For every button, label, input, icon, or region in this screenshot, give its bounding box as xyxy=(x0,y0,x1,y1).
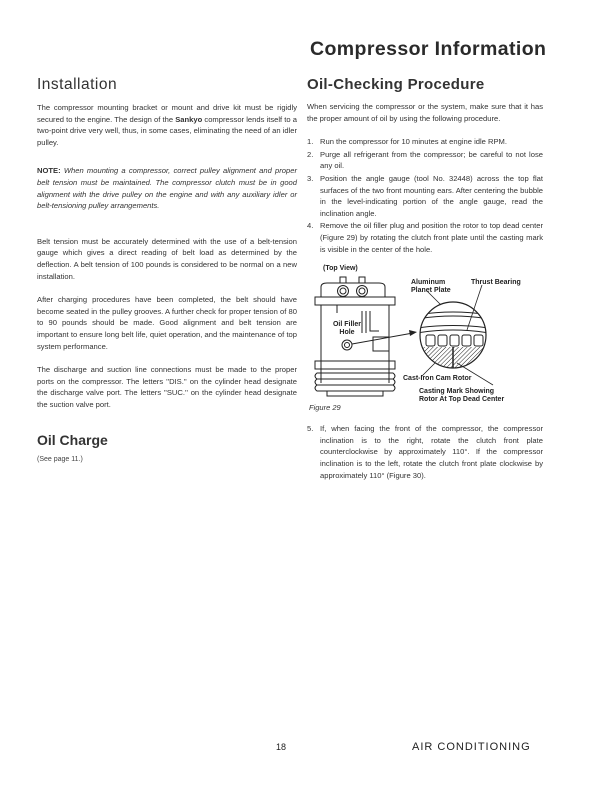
procedure-steps xyxy=(307,136,543,255)
page-title: Compressor Information xyxy=(310,38,547,60)
oil-filler-label-line2: Hole xyxy=(339,329,355,337)
figure-caption: Figure 29 xyxy=(309,403,341,413)
procedure-step xyxy=(307,173,543,219)
procedure-step xyxy=(307,423,543,481)
top-view-label: (Top View) xyxy=(323,265,358,273)
casting-mark-label-line2: Rotor At Top Dead Center xyxy=(419,396,505,404)
aluminum-label-line1: Aluminum xyxy=(411,279,446,287)
belt-tension-paragraph: Belt tension must be accurately determined with the use of a belt-tension gauge which gives a direct reading of belt load as determined by the deflection. A belt tension of 100 pounds is considered to be normal on a new installation. xyxy=(37,236,297,281)
note-text: When mounting a compressor, correct pulley alignment and proper belt tension must be maintained. The compressor clutch must be in good alignment with the drive pulley on the engine and with any auxiliary idler or belt-tensioning pulley arrangements. xyxy=(37,166,297,211)
thrust-bearing-label: Thrust Bearing xyxy=(471,279,521,287)
left-column xyxy=(37,76,297,463)
page-number: 18 xyxy=(276,742,287,752)
step-number: 1. xyxy=(307,137,314,147)
step-text: If, when facing the front of the compressor, the compressor inclination is to the right, rotate the clutch front plate counterclockwise by approximately 110°. If the compressor inclination is to the left, rotate the clutch front plate clockwise by approximately 110° (Figure 30). xyxy=(320,424,543,480)
brand-name: Sankyo xyxy=(175,114,203,124)
installation-heading: Installation xyxy=(37,76,118,93)
see-page-reference: (See page 11.) xyxy=(37,456,83,464)
aluminum-planet-plate-label xyxy=(411,279,451,295)
step-text: Purge all refrigerant from the compressor; be careful to not lose any oil. xyxy=(320,149,543,171)
step-text: Run the compressor for 10 minutes at engine idle RPM. xyxy=(320,137,507,147)
step-number: 5. xyxy=(307,424,314,434)
oil-filler-hole-label xyxy=(332,321,362,337)
aluminum-label-line2: Planet Plate xyxy=(411,287,451,295)
installation-note xyxy=(37,165,297,211)
casting-mark-label-line1: Casting Mark Showing xyxy=(419,388,495,396)
installation-paragraph-1 xyxy=(37,102,297,148)
right-column xyxy=(307,76,543,482)
discharge-suction-paragraph: The discharge and suction line connections must be made to the proper ports on the compressor. The letters ''DIS.'' on the cylinder head designate the discharge valve port. The letters ''SUC.'' on the cylinder head designate the suction valve port. xyxy=(37,365,297,409)
casting-mark-label xyxy=(419,388,504,404)
cam-rotor-label: Cast-Iron Cam Rotor xyxy=(403,375,472,383)
note-label: NOTE: xyxy=(37,166,61,176)
para1-text-after: compressor lends itself to a two-point drive very well, thus, in some cases, eliminating the need of an idler pulley. xyxy=(37,114,298,147)
after-charging-paragraph: After charging procedures have been completed, the belt should have become seated in the pulley grooves. A further check for proper tension of 80 to 90 pounds should be made. Good alignment and belt tension are important to ensure long belt life, quiet operation, and the maintenance of top system performance. xyxy=(37,295,297,351)
oil-checking-intro: When servicing the compressor or the system, make sure that it has the proper amount of oil by using the following procedure. xyxy=(307,102,543,123)
procedure-steps-continued xyxy=(307,423,543,481)
section-title: AIR CONDITIONING xyxy=(412,741,531,753)
step-text: Position the angle gauge (tool No. 32448) across the top flat surfaces of the two front mounting ears. After centering the bubble in the level-indicating portion of the angle gauge, read the inclination angle. xyxy=(320,173,543,218)
step-text: Remove the oil filler plug and position the rotor to top dead center (Figure 29) by rotating the clutch front plate until the casting mark is visible in the center of the hole. xyxy=(320,221,543,254)
procedure-step xyxy=(307,220,543,255)
oil-filler-label-line1: Oil Filler xyxy=(332,321,361,329)
para1-text: The compressor mounting bracket or mount and drive kit must be rigidly secured to the engine. The design of the xyxy=(37,103,297,124)
procedure-step xyxy=(307,149,543,172)
oil-checking-heading: Oil-Checking Procedure xyxy=(307,76,485,93)
figure-29-compressor-diagram xyxy=(307,265,543,417)
oil-charge-heading: Oil Charge xyxy=(37,432,108,449)
step-number: 4. xyxy=(307,221,314,231)
step-number: 3. xyxy=(307,173,314,183)
procedure-step xyxy=(307,136,543,148)
step-number: 2. xyxy=(307,149,314,159)
